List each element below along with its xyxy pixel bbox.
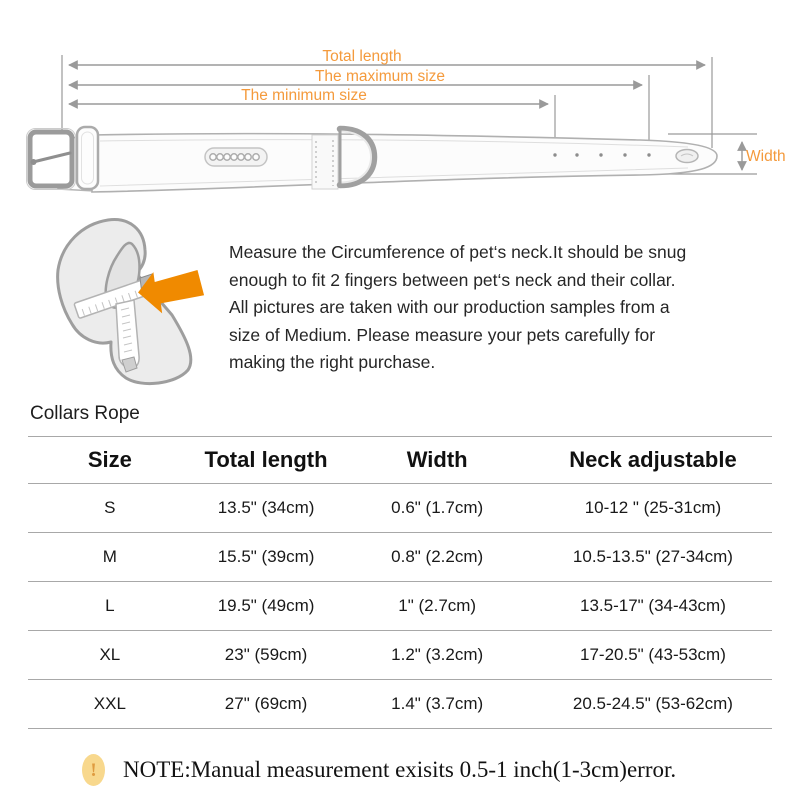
column-header-neck-adjustable: Neck adjustable: [569, 447, 737, 472]
column-header-size: Size: [87, 447, 132, 472]
table-row: [28, 631, 772, 680]
cell-width: 1.2" (3.2cm): [391, 645, 484, 664]
cell-width: 1.4" (3.7cm): [391, 694, 484, 713]
cell-width: 0.6" (1.7cm): [391, 498, 484, 517]
column-header-total-length: Total length: [204, 447, 328, 472]
collar-measurement-diagram: [0, 0, 800, 215]
table-row: [28, 484, 772, 533]
table-row: [28, 680, 772, 729]
cell-size: S: [104, 498, 116, 517]
column-header-width: Width: [406, 447, 468, 472]
cell-total-length: 23" (59cm): [224, 645, 308, 664]
cell-neck-adjustable: 17-20.5" (43-53cm): [580, 645, 726, 664]
collar-illustration: [27, 127, 718, 192]
minimum-size-label: The minimum size: [241, 87, 367, 104]
cell-total-length: 13.5" (34cm): [217, 498, 315, 517]
collar-buckle: [27, 129, 76, 190]
exclamation-icon: !: [82, 754, 105, 786]
instruction-line: size of Medium. Please measure your pets carefully for: [229, 324, 656, 345]
measurement-note: [82, 749, 676, 791]
measuring-instructions: [229, 239, 734, 377]
size-chart-title: Collars Rope: [30, 403, 140, 424]
instruction-line: enough to fit 2 fingers between pet‘s neck and their collar.: [229, 269, 676, 290]
table-row: [28, 533, 772, 582]
cell-total-length: 15.5" (39cm): [217, 547, 315, 566]
cell-width: 1" (2.7cm): [398, 596, 477, 615]
cell-total-length: 19.5" (49cm): [217, 596, 315, 615]
collar-keeper: [77, 127, 98, 189]
instruction-line: Measure the Circumference of pet‘s neck.It should be snug: [229, 242, 687, 262]
cell-size: XXL: [93, 694, 126, 713]
cell-total-length: 27" (69cm): [224, 694, 308, 713]
cell-width: 0.8" (2.2cm): [391, 547, 484, 566]
measuring-tape-hanging: [116, 300, 139, 372]
width-label: Width: [746, 148, 786, 165]
cell-size: XL: [99, 645, 121, 664]
note-text: NOTE:Manual measurement exisits 0.5-1 inch(1-3cm)error.: [123, 757, 677, 782]
cell-neck-adjustable: 20.5-24.5" (53-62cm): [572, 694, 733, 713]
table-row: [28, 582, 772, 631]
cell-size: M: [102, 547, 117, 566]
table-header-row: [28, 437, 772, 484]
cell-neck-adjustable: 10-12 " (25-31cm): [584, 498, 722, 517]
collar-tag: [676, 150, 698, 163]
size-chart-table: [28, 436, 772, 729]
dog-measuring-illustration: [30, 210, 215, 390]
cell-neck-adjustable: 10.5-13.5" (27-34cm): [572, 547, 733, 566]
brand-label: [205, 148, 267, 166]
total-length-label: Total length: [322, 48, 402, 65]
instruction-line: making the right purchase.: [229, 352, 436, 372]
cell-size: L: [105, 596, 115, 615]
instruction-line: All pictures are taken with our production samples from a: [229, 297, 670, 317]
maximum-size-label: The maximum size: [314, 68, 446, 85]
cell-neck-adjustable: 13.5-17" (34-43cm): [580, 596, 726, 615]
